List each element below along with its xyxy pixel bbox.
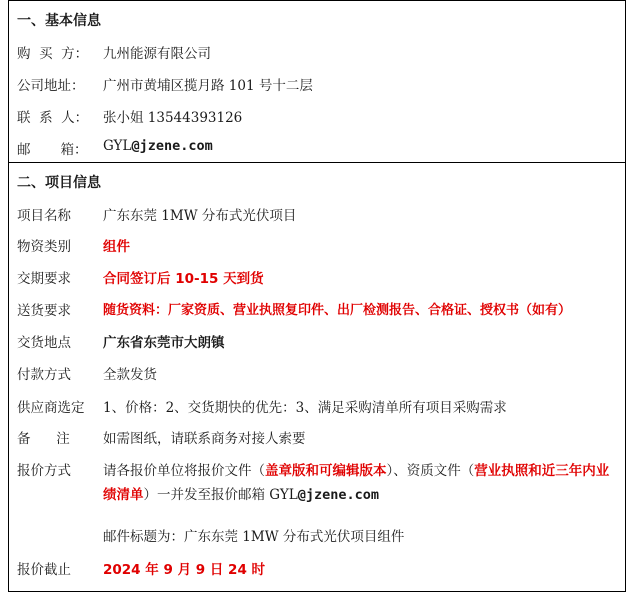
delivery-time-label: 交期要求 <box>17 271 71 287</box>
payment-value: 全款发货 <box>103 367 157 383</box>
delivery-req-label: 送货要求 <box>17 303 71 319</box>
email-value[interactable] <box>103 138 213 154</box>
delivery-place-value: 广东省东莞市大朗镇 <box>103 335 225 351</box>
delivery-place-label: 交货地点 <box>17 335 71 351</box>
contact-value: 张小姐 13544393126 <box>103 110 243 126</box>
delivery-time-value: 合同签订后 10-15 天到货 <box>103 271 264 287</box>
remarks-label: 备 注 <box>17 431 70 447</box>
quote-method-red-2: 营业执照和近三年内业绩清单 <box>103 463 610 503</box>
payment-label: 付款方式 <box>17 367 71 383</box>
quote-method-label: 报价方式 <box>17 463 71 479</box>
supplier-select-value: 1、价格：2、交货期快的优先：3、满足采购清单所有项目采购需求 <box>103 400 507 416</box>
deadline-label: 报价截止 <box>17 562 71 578</box>
supplier-select-label: 供应商选定 <box>17 400 85 416</box>
quote-method-text-3: ）一并发至报价邮箱 GYL <box>143 487 298 503</box>
email-domain: @jzene.com <box>131 138 213 154</box>
email-subject-line: 邮件标题为：广东东莞 1MW 分布式光伏项目组件 <box>103 529 405 545</box>
address-value: 广州市黄埔区揽月路 101 号十二层 <box>103 78 313 94</box>
contact-label: 联 系 人： <box>17 110 89 126</box>
section-project-info-title: 二、项目信息 <box>17 175 101 191</box>
project-name-label: 项目名称 <box>17 208 71 224</box>
material-type-value: 组件 <box>103 239 130 255</box>
quote-method-red-1: 盖章版和可编辑版本 <box>265 463 387 479</box>
quote-method-text-2: ）、资质文件（ <box>386 463 475 479</box>
delivery-req-value: 随货资料：厂家资质、营业执照复印件、出厂检测报告、合格证、授权书（如有） <box>103 303 572 318</box>
quote-method-text-1: 请各报价单位将报价文件（ <box>103 463 265 479</box>
section-divider <box>9 162 625 163</box>
section-basic-info-title: 一、基本信息 <box>17 13 101 29</box>
quote-method-value <box>103 459 621 507</box>
buyer-label: 购 买 方： <box>17 46 89 62</box>
material-type-label: 物资类别 <box>17 239 71 255</box>
email-prefix: GYL <box>103 138 132 154</box>
email-label: 邮 箱： <box>17 142 88 158</box>
quote-email-domain[interactable]: @jzene.com <box>297 487 379 503</box>
buyer-value: 九州能源有限公司 <box>103 46 211 62</box>
deadline-value: 2024 年 9 月 9 日 24 时 <box>103 562 266 578</box>
project-name-value: 广东东莞 1MW 分布式光伏项目 <box>103 208 297 224</box>
info-table <box>8 0 626 592</box>
address-label: 公司地址： <box>17 78 85 94</box>
remarks-value: 如需图纸，请联系商务对接人索要 <box>103 431 306 447</box>
